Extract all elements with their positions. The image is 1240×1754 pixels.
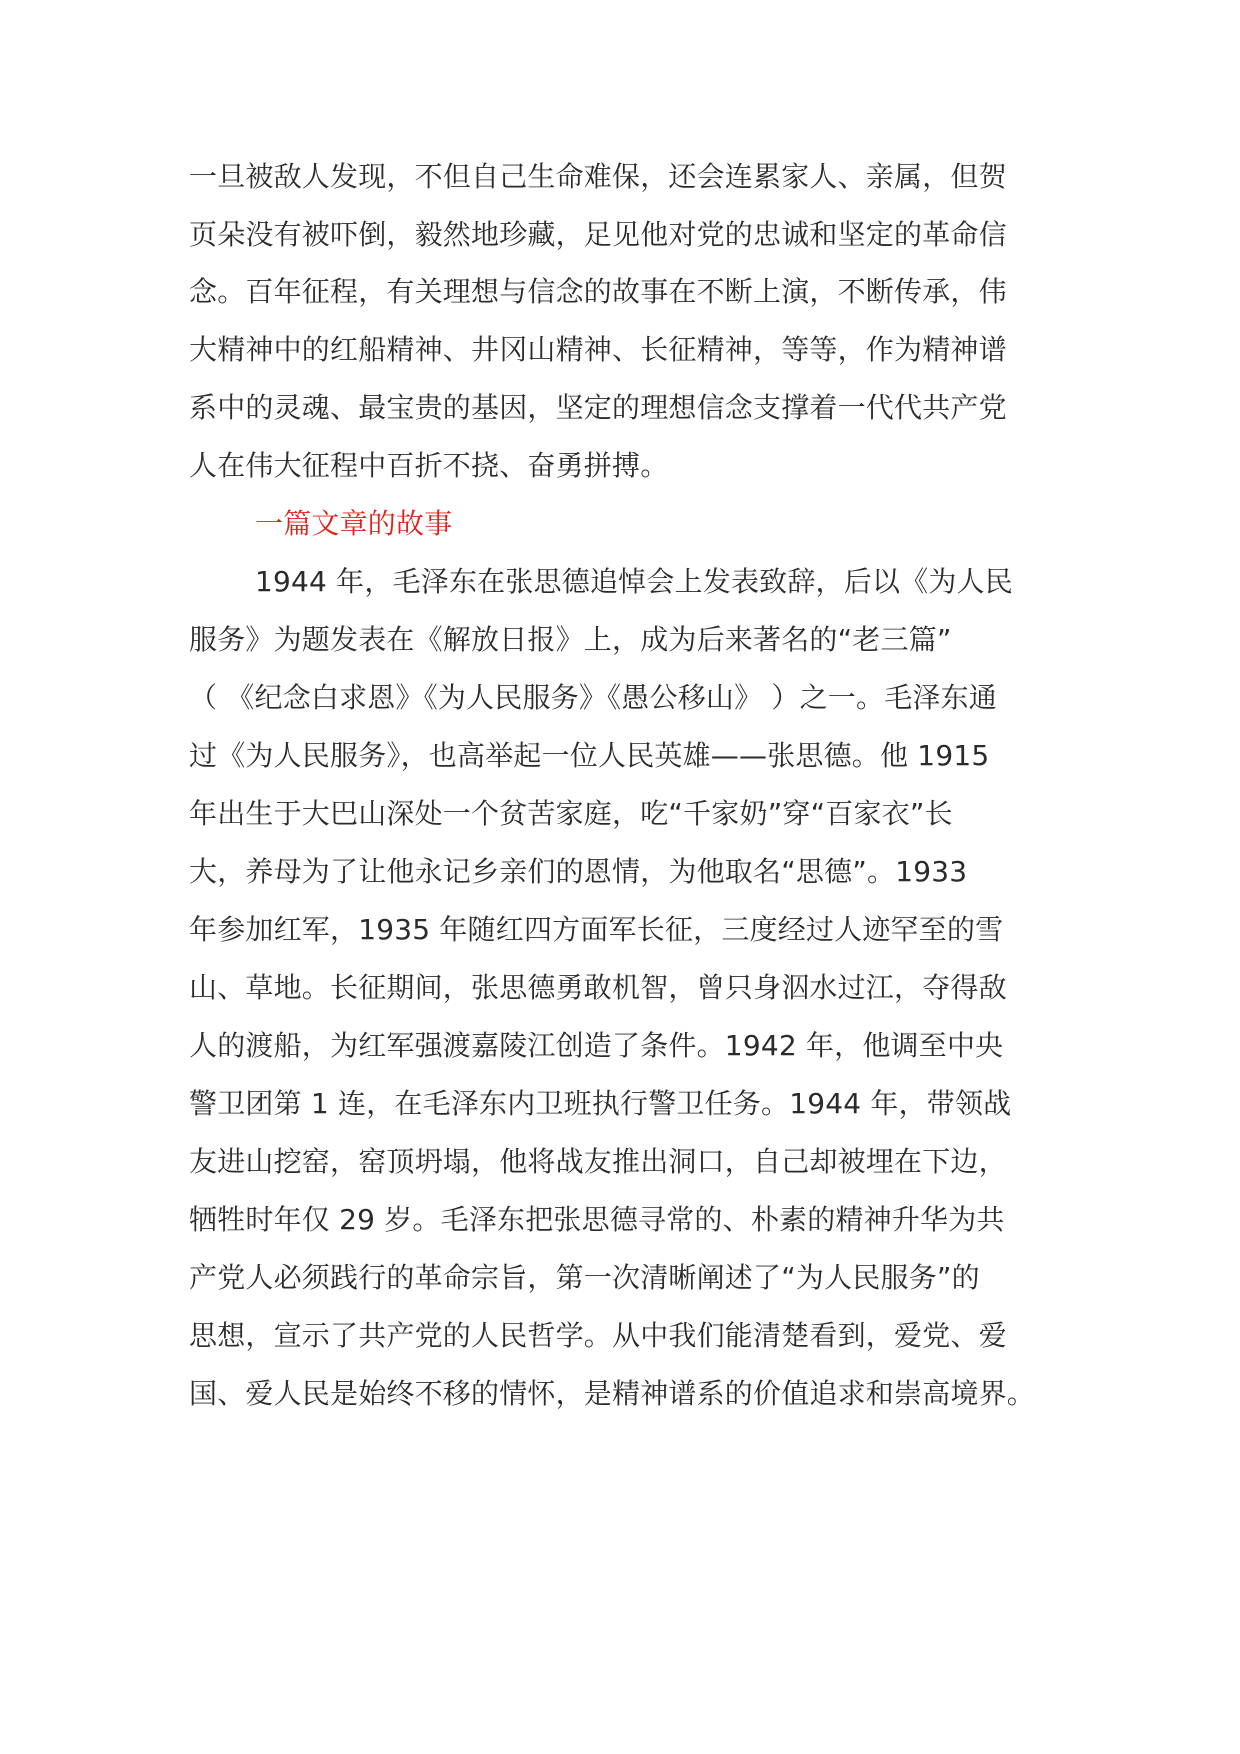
paragraph2-line-2: 服务》为题发表在《解放日报》上，成为后来著名的“老三篇”	[189, 623, 952, 656]
paragraph1-line-3: 念。百年征程，有关理想与信念的故事在不断上演，不断传承，伟	[189, 275, 1007, 308]
paragraph2-line-13: 产党人必须践行的革命宗旨，第一次清晰阐述了“为人民服务”的	[189, 1261, 980, 1294]
paragraph2-line-14: 思想，宣示了共产党的人民哲学。从中我们能清楚看到，爱党、爱	[189, 1319, 1007, 1352]
paragraph2-line-4: 过《为人民服务》，也高举起一位人民英雄——张思德。他 1915	[189, 739, 990, 772]
paragraph1-line-5: 系中的灵魂、最宝贵的基因，坚定的理想信念支撑着一代代共产党	[189, 391, 1007, 424]
paragraph2-line-11: 友进山挖窑，窑顶坍塌，他将战友推出洞口，自己却被埋在下边，	[189, 1145, 1007, 1178]
paragraph2-line-9: 人的渡船，为红军强渡嘉陵江创造了条件。1942 年，他调至中央	[189, 1029, 1004, 1062]
paragraph2-line-7: 年参加红军，1935 年随红四方面军长征，三度经过人迹罕至的雪	[189, 913, 1004, 946]
paragraph2-line-8: 山、草地。长征期间，张思德勇敢机智，曾只身泅水过江，夺得敌	[189, 971, 1007, 1004]
paragraph1-line-2: 页朵没有被吓倒，毅然地珍藏，足见他对党的忠诚和坚定的革命信	[189, 218, 1007, 251]
paragraph2-line-5: 年出生于大巴山深处一个贫苦家庭，吃“千家奶”穿“百家衣”长	[189, 797, 953, 830]
paragraph2-line-6: 大，养母为了让他永记乡亲们的恩情，为他取名“思德”。1933	[189, 855, 968, 888]
paragraph1-line-1: 一旦被敌人发现，不但自己生命难保，还会连累家人、亲属，但贺	[189, 160, 1007, 193]
paragraph2-line-15: 国、爱人民是始终不移的情怀，是精神谱系的价值追求和崇高境界。	[189, 1377, 1036, 1410]
paragraph2-line-10: 警卫团第 1 连，在毛泽东内卫班执行警卫任务。1944 年，带领战	[189, 1087, 1012, 1120]
section-heading: 一篇文章的故事	[255, 507, 453, 540]
paragraph1-line-6: 人在伟大征程中百折不挠、奋勇拼搏。	[189, 449, 669, 482]
paragraph1-line-4: 大精神中的红船精神、井冈山精神、长征精神，等等，作为精神谱	[189, 333, 1007, 366]
paragraph2-line-12: 牺牲时年仅 29 岁。毛泽东把张思德寻常的、朴素的精神升华为共	[189, 1203, 1005, 1236]
paragraph2-line-3: （ 《纪念白求恩》《为人民服务》《愚公移山》 ）之一。毛泽东通	[189, 681, 998, 714]
paragraph2-line-1: 1944 年，毛泽东在张思德追悼会上发表致辞，后以《为人民	[255, 565, 1013, 598]
